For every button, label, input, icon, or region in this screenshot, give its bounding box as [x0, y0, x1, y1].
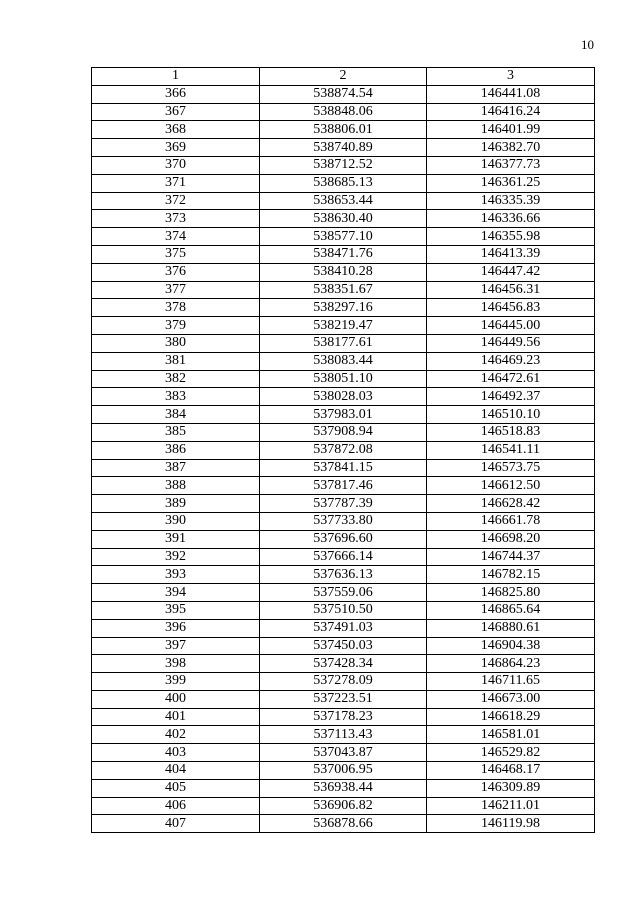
x-coordinate-cell: 537178.23: [260, 708, 427, 726]
table-row: [92, 192, 595, 210]
y-coordinate-cell: 146581.01: [427, 726, 595, 744]
x-coordinate-cell: 538685.13: [260, 174, 427, 192]
table-row: [92, 708, 595, 726]
point-number-cell: 373: [92, 210, 260, 228]
x-coordinate-cell: 538028.03: [260, 388, 427, 406]
x-coordinate-cell: 537696.60: [260, 530, 427, 548]
x-coordinate-cell: 538410.28: [260, 263, 427, 281]
y-coordinate-cell: 146401.99: [427, 121, 595, 139]
point-number-cell: 405: [92, 779, 260, 797]
y-coordinate-cell: 146612.50: [427, 477, 595, 495]
x-coordinate-cell: 538577.10: [260, 228, 427, 246]
point-number-cell: 399: [92, 673, 260, 691]
table-row: [92, 530, 595, 548]
x-coordinate-cell: 537817.46: [260, 477, 427, 495]
x-coordinate-cell: 537428.34: [260, 655, 427, 673]
table-row: [92, 352, 595, 370]
table-row: [92, 441, 595, 459]
table-row: [92, 495, 595, 513]
y-coordinate-cell: 146510.10: [427, 406, 595, 424]
x-coordinate-cell: 538653.44: [260, 192, 427, 210]
y-coordinate-cell: 146541.11: [427, 441, 595, 459]
point-number-cell: 382: [92, 370, 260, 388]
x-coordinate-cell: 537113.43: [260, 726, 427, 744]
y-coordinate-cell: 146447.42: [427, 263, 595, 281]
table-row: [92, 655, 595, 673]
point-number-cell: 393: [92, 566, 260, 584]
x-coordinate-cell: 538712.52: [260, 156, 427, 174]
x-coordinate-cell: 537983.01: [260, 406, 427, 424]
y-coordinate-cell: 146492.37: [427, 388, 595, 406]
table-row: [92, 299, 595, 317]
table-row: [92, 637, 595, 655]
table-row: [92, 423, 595, 441]
point-number-cell: 396: [92, 619, 260, 637]
y-coordinate-cell: 146382.70: [427, 139, 595, 157]
point-number-cell: 397: [92, 637, 260, 655]
point-number-cell: 392: [92, 548, 260, 566]
x-coordinate-cell: 537450.03: [260, 637, 427, 655]
point-number-cell: 389: [92, 495, 260, 513]
point-number-cell: 387: [92, 459, 260, 477]
y-coordinate-cell: 146468.17: [427, 762, 595, 780]
point-number-cell: 386: [92, 441, 260, 459]
y-coordinate-cell: 146661.78: [427, 512, 595, 530]
x-coordinate-cell: 538219.47: [260, 317, 427, 335]
y-coordinate-cell: 146573.75: [427, 459, 595, 477]
y-coordinate-cell: 146469.23: [427, 352, 595, 370]
point-number-cell: 377: [92, 281, 260, 299]
table-row: [92, 744, 595, 762]
point-number-cell: 381: [92, 352, 260, 370]
x-coordinate-cell: 537841.15: [260, 459, 427, 477]
y-coordinate-cell: 146628.42: [427, 495, 595, 513]
y-coordinate-cell: 146472.61: [427, 370, 595, 388]
point-number-cell: 400: [92, 690, 260, 708]
column-header-3: 3: [427, 68, 595, 86]
y-coordinate-cell: 146673.00: [427, 690, 595, 708]
table-row: [92, 245, 595, 263]
table-row: [92, 317, 595, 335]
y-coordinate-cell: 146825.80: [427, 584, 595, 602]
y-coordinate-cell: 146904.38: [427, 637, 595, 655]
x-coordinate-cell: 537510.50: [260, 601, 427, 619]
table-row: [92, 477, 595, 495]
x-coordinate-cell: 538177.61: [260, 334, 427, 352]
point-number-cell: 369: [92, 139, 260, 157]
y-coordinate-cell: 146698.20: [427, 530, 595, 548]
table-row: [92, 281, 595, 299]
table-row: [92, 370, 595, 388]
table-row: [92, 263, 595, 281]
point-number-cell: 402: [92, 726, 260, 744]
table-row: [92, 174, 595, 192]
point-number-cell: 375: [92, 245, 260, 263]
y-coordinate-cell: 146336.66: [427, 210, 595, 228]
table-row: [92, 779, 595, 797]
y-coordinate-cell: 146456.31: [427, 281, 595, 299]
table-row: [92, 762, 595, 780]
x-coordinate-cell: 537223.51: [260, 690, 427, 708]
y-coordinate-cell: 146377.73: [427, 156, 595, 174]
table-row: [92, 156, 595, 174]
table-row: [92, 601, 595, 619]
x-coordinate-cell: 537872.08: [260, 441, 427, 459]
x-coordinate-cell: 538806.01: [260, 121, 427, 139]
x-coordinate-cell: 537666.14: [260, 548, 427, 566]
y-coordinate-cell: 146880.61: [427, 619, 595, 637]
y-coordinate-cell: 146529.82: [427, 744, 595, 762]
y-coordinate-cell: 146865.64: [427, 601, 595, 619]
point-number-cell: 395: [92, 601, 260, 619]
page-number: 10: [581, 37, 594, 52]
point-number-cell: 379: [92, 317, 260, 335]
x-coordinate-cell: 537043.87: [260, 744, 427, 762]
x-coordinate-cell: 538471.76: [260, 245, 427, 263]
point-number-cell: 376: [92, 263, 260, 281]
x-coordinate-cell: 536878.66: [260, 815, 427, 833]
point-number-cell: 394: [92, 584, 260, 602]
x-coordinate-cell: 537559.06: [260, 584, 427, 602]
column-header-2: 2: [260, 68, 427, 86]
point-number-cell: 383: [92, 388, 260, 406]
table-row: [92, 103, 595, 121]
x-coordinate-cell: 537491.03: [260, 619, 427, 637]
table-header: [92, 68, 595, 86]
x-coordinate-cell: 537787.39: [260, 495, 427, 513]
x-coordinate-cell: 538848.06: [260, 103, 427, 121]
y-coordinate-cell: 146456.83: [427, 299, 595, 317]
point-number-cell: 403: [92, 744, 260, 762]
table-row: [92, 388, 595, 406]
x-coordinate-cell: 538297.16: [260, 299, 427, 317]
x-coordinate-cell: 538083.44: [260, 352, 427, 370]
header-row: [92, 68, 595, 86]
table-row: [92, 815, 595, 833]
point-number-cell: 398: [92, 655, 260, 673]
table-row: [92, 459, 595, 477]
x-coordinate-cell: 536938.44: [260, 779, 427, 797]
table-row: [92, 121, 595, 139]
point-number-cell: 388: [92, 477, 260, 495]
point-number-cell: 371: [92, 174, 260, 192]
y-coordinate-cell: 146335.39: [427, 192, 595, 210]
point-number-cell: 384: [92, 406, 260, 424]
x-coordinate-cell: 537733.80: [260, 512, 427, 530]
x-coordinate-cell: 538351.67: [260, 281, 427, 299]
table-row: [92, 548, 595, 566]
y-coordinate-cell: 146361.25: [427, 174, 595, 192]
table-row: [92, 673, 595, 691]
point-number-cell: 391: [92, 530, 260, 548]
point-number-cell: 368: [92, 121, 260, 139]
coordinates-table: [91, 67, 595, 833]
table-row: [92, 726, 595, 744]
x-coordinate-cell: 538874.54: [260, 85, 427, 103]
y-coordinate-cell: 146211.01: [427, 797, 595, 815]
x-coordinate-cell: 538740.89: [260, 139, 427, 157]
table-row: [92, 584, 595, 602]
x-coordinate-cell: 537908.94: [260, 423, 427, 441]
x-coordinate-cell: 537278.09: [260, 673, 427, 691]
y-coordinate-cell: 146309.89: [427, 779, 595, 797]
column-header-1: 1: [92, 68, 260, 86]
point-number-cell: 374: [92, 228, 260, 246]
table-row: [92, 85, 595, 103]
y-coordinate-cell: 146441.08: [427, 85, 595, 103]
table-row: [92, 566, 595, 584]
table-row: [92, 210, 595, 228]
point-number-cell: 370: [92, 156, 260, 174]
table-row: [92, 228, 595, 246]
y-coordinate-cell: 146618.29: [427, 708, 595, 726]
x-coordinate-cell: 536906.82: [260, 797, 427, 815]
point-number-cell: 366: [92, 85, 260, 103]
table-body: [92, 85, 595, 832]
point-number-cell: 367: [92, 103, 260, 121]
point-number-cell: 372: [92, 192, 260, 210]
point-number-cell: 380: [92, 334, 260, 352]
point-number-cell: 390: [92, 512, 260, 530]
point-number-cell: 401: [92, 708, 260, 726]
table-row: [92, 334, 595, 352]
y-coordinate-cell: 146744.37: [427, 548, 595, 566]
y-coordinate-cell: 146416.24: [427, 103, 595, 121]
table-row: [92, 797, 595, 815]
y-coordinate-cell: 146782.15: [427, 566, 595, 584]
x-coordinate-cell: 538630.40: [260, 210, 427, 228]
table-row: [92, 139, 595, 157]
y-coordinate-cell: 146355.98: [427, 228, 595, 246]
y-coordinate-cell: 146449.56: [427, 334, 595, 352]
point-number-cell: 385: [92, 423, 260, 441]
y-coordinate-cell: 146711.65: [427, 673, 595, 691]
y-coordinate-cell: 146413.39: [427, 245, 595, 263]
table-row: [92, 512, 595, 530]
x-coordinate-cell: 538051.10: [260, 370, 427, 388]
point-number-cell: 407: [92, 815, 260, 833]
y-coordinate-cell: 146864.23: [427, 655, 595, 673]
point-number-cell: 406: [92, 797, 260, 815]
table-row: [92, 690, 595, 708]
point-number-cell: 404: [92, 762, 260, 780]
table-row: [92, 406, 595, 424]
x-coordinate-cell: 537006.95: [260, 762, 427, 780]
y-coordinate-cell: 146518.83: [427, 423, 595, 441]
y-coordinate-cell: 146445.00: [427, 317, 595, 335]
y-coordinate-cell: 146119.98: [427, 815, 595, 833]
x-coordinate-cell: 537636.13: [260, 566, 427, 584]
point-number-cell: 378: [92, 299, 260, 317]
table-row: [92, 619, 595, 637]
